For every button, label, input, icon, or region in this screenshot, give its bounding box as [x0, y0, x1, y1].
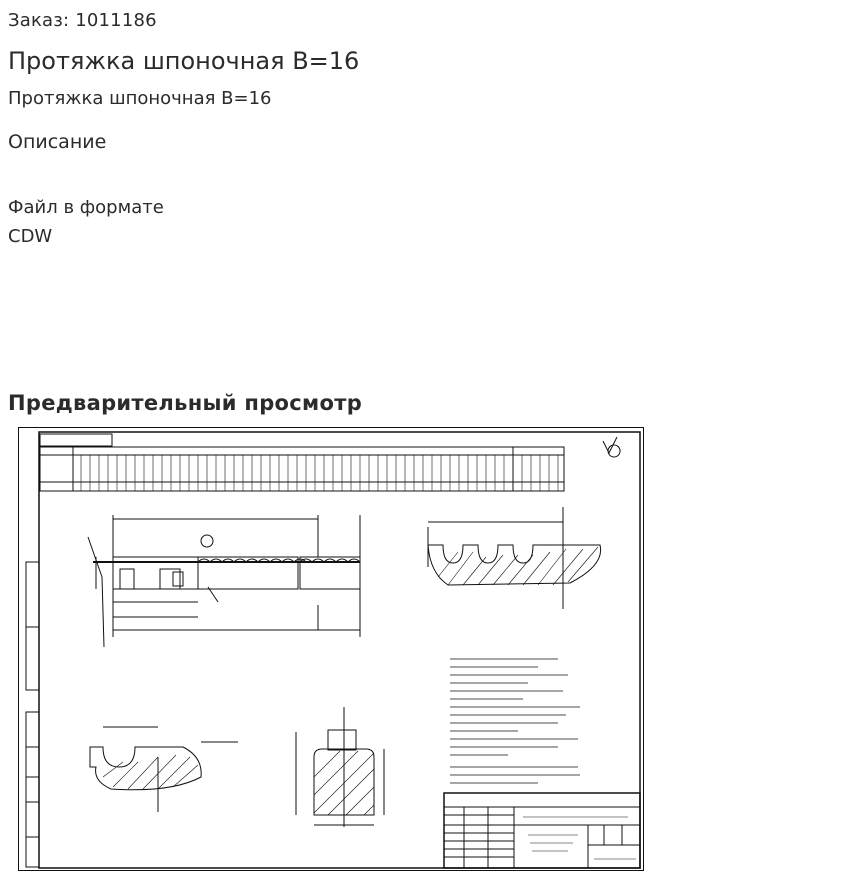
preview-heading: Предварительный просмотр — [8, 391, 363, 415]
product-subtitle: Протяжка шпоночная B=16 — [8, 88, 272, 109]
preview-drawing[interactable] — [18, 427, 644, 871]
file-format-text: Файл в формате CDW — [8, 197, 164, 247]
page-title: Протяжка шпоночная B=16 — [8, 47, 360, 75]
order-number: Заказ: 1011186 — [8, 10, 157, 31]
description-label: Описание — [8, 131, 107, 153]
